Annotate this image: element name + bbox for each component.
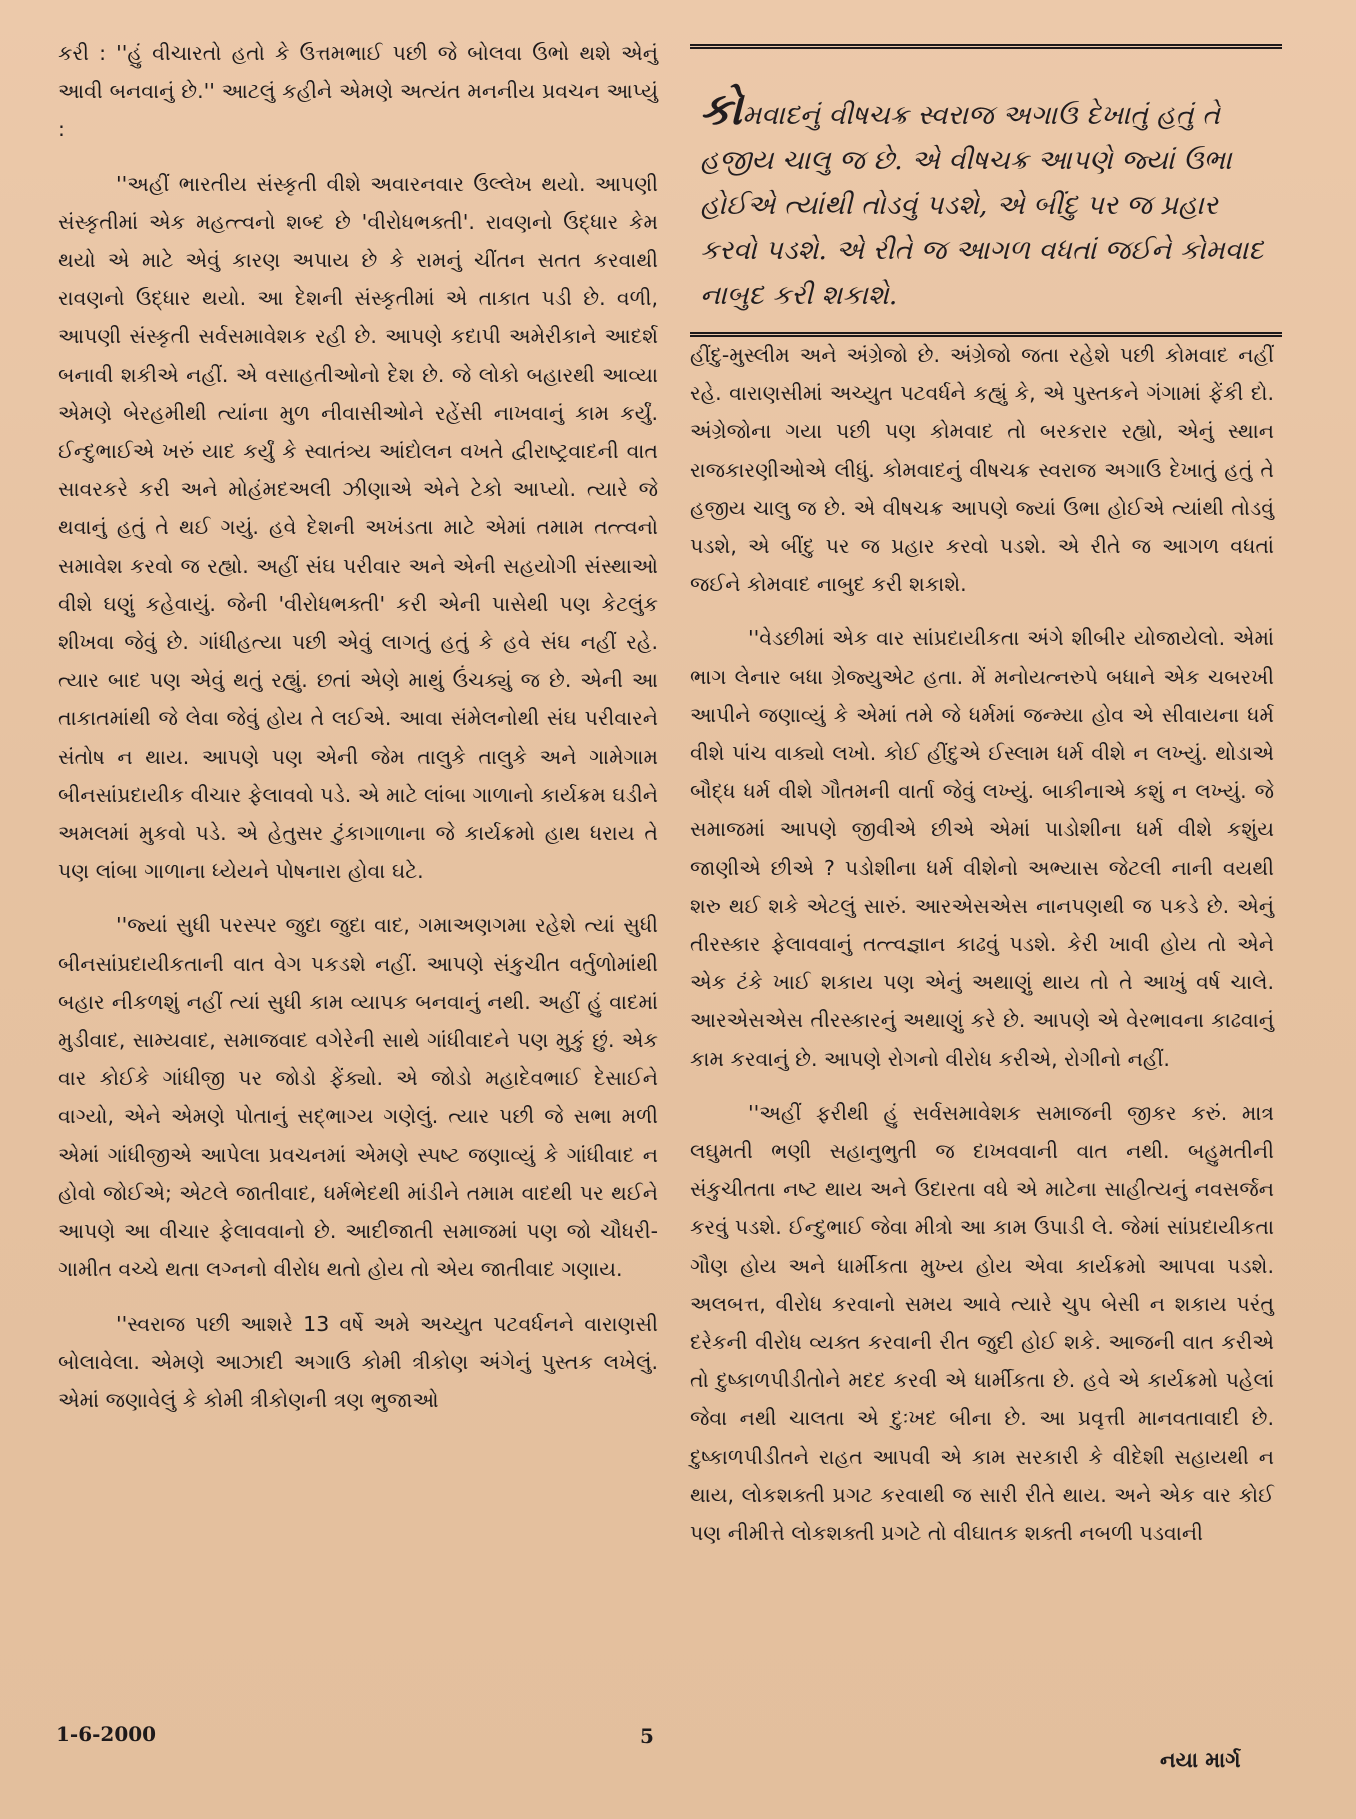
left-column	[58, 34, 658, 1435]
paragraph: ''અહીં ફરીથી હું સર્વસમાવેશક સમાજની જીકર કરું. માત્ર લઘુમતી ભણી સહાનુભુતી જ દાખવવાની વાત નથી. બહુમતીની સંકુચીતતા નષ્ટ થાય અને ઉદારતા વધે એ માટેના સાહીત્યનું નવસર્જન કરવું પડશે. ઈન્દુભાઈ જેવા મીત્રો આ કામ ઉપાડી લે. જેમાં સાંપ્રદાયીકતા ગૌણ હોય અને ધાર્મીકતા મુખ્ય હોય એવા કાર્યક્રમો આપવા પડશે. અલબત્ત, વીરોધ કરવાનો સમય આવે ત્યારે ચુપ બેસી ન શકાય પરંતુ દરેકની વીરોધ વ્યક્ત કરવાની રીત જુદી હોઈ શકે. આજની વાત કરીએ તો દુષ્કાળપીડીતોને મદદ કરવી એ ધાર્મીકતા છે. હવે એ કાર્યક્રમો પહેલાં જેવા નથી ચાલતા એ દુઃખદ બીના છે. આ પ્રવૃત્તી માનવતાવાદી છે. દુષ્કાળપીડીતને રાહત આપવી એ કામ સરકારી કે વીદેશી સહાયથી ન થાય, લોકશક્તી પ્રગટ કરવાથી જ સારી રીતે થાય. અને એક વાર કોઈ પણ નીમીત્તે લોકશક્તી પ્રગટે તો વીઘાતક શક્તી નબળી પડવાની	[690, 1100, 1274, 1546]
pull-quote-body: મવાદનું વીષચક્ર સ્વરાજ અગાઉ દેખાતું હતું તે હજીય ચાલુ જ છે. એ વીષચક્ર આપણે જ્યાં ઉભા હોઈએ ત્યાંથી તોડવું પડશે, એ બીંદુ પર જ પ્રહાર કરવો પડશે. એ રીતે જ આગળ વધતાં જઈને કોમવાદ નાબુદ કરી શકાશે.	[700, 100, 1264, 311]
drop-cap: કો	[700, 84, 743, 135]
right-column	[690, 336, 1274, 1568]
page-number: 5	[640, 1724, 654, 1748]
pull-quote-text	[700, 84, 1282, 318]
paragraph: ''સ્વરાજ પછી આશરે 13 વર્ષે અમે અચ્યુત પટવર્ધનને વારાણસી બોલાવેલા. એમણે આઝાદી અગાઉ કોમી ત્રીકોણ અંગેનું પુસ્તક લખેલું. એમાં જણાવેલું કે કોમી ત્રીકોણની ત્રણ ભુજાઓ	[58, 1311, 658, 1412]
paragraph: કરી : ''હું વીચારતો હતો કે ઉત્તમભાઈ પછી જે બોલવા ઉભો થશે એનું આવી બનવાનું છે.'' આટલું કહીને એમણે અત્યંત મનનીય પ્રવચન આપ્યું :	[58, 41, 658, 142]
paragraph: ''વેડછીમાં એક વાર સાંપ્રદાયીકતા અંગે શીબીર યોજાયેલો. એમાં ભાગ લેનાર બધા ગ્રેજ્યુએટ હતા. મેં મનોયત્નરુપે બધાને એક ચબરખી આપીને જણાવ્યું કે એમાં તમે જે ધર્મમાં જન્મ્યા હોવ એ સીવાયના ધર્મ વીશે પાંચ વાક્યો લખો. કોઈ હીંદુએ ઈસ્લામ ધર્મ વીશે ન લખ્યું. થોડાએ બૌદ્ધ ધર્મ વીશે ગૌતમની વાર્તા જેવું લખ્યું. બાકીનાએ કશું ન લખ્યું. જે સમાજમાં આપણે જીવીએ છીએ એમાં પાડોશીના ધર્મ વીશે કશુંય જાણીએ છીએ ? પડોશીના ધર્મ વીશેનો અભ્યાસ જેટલી નાની વયથી શરુ થઈ શકે એટલું સારું. આરએસએસ નાનપણથી જ પકડે છે. એનું તીરસ્કાર ફેલાવવાનું તત્ત્વજ્ઞાન કાઢવું પડશે. કેરી ખાવી હોય તો એને એક ટંકે ખાઈ શકાય પણ એનું અથાણું થાય તો તે આખું વર્ષ ચાલે. આરએસએસ તીરસ્કારનું અથાણું કરે છે. આપણે એ વેરભાવના કાઢવાનું કામ કરવાનું છે. આપણે રોગનો વીરોધ કરીએ, રોગીનો નહીં.	[690, 626, 1274, 1071]
paragraph: ''જ્યાં સુધી પરસ્પર જુદા જુદા વાદ, ગમાઅણગમા રહેશે ત્યાં સુધી બીનસાંપ્રદાયીકતાની વાત વેગ પકડશે નહીં. આપણે સંકુચીત વર્તુળોમાંથી બહાર નીકળશું નહીં ત્યાં સુધી કામ વ્યાપક બનવાનું નથી. અહીં હું વાદમાં મુડીવાદ, સામ્યવાદ, સમાજવાદ વગેરેની સાથે ગાંધીવાદને પણ મુકું છું. એક વાર કોઈકે ગાંધીજી પર જોડો ફેંક્યો. એ જોડો મહાદેવભાઈ દેસાઈને વાગ્યો, એને એમણે પોતાનું સદ્ભાગ્ય ગણેલું. ત્યાર પછી જે સભા મળી એમાં ગાંધીજીએ આપેલા પ્રવચનમાં એમણે સ્પષ્ટ જણાવ્યું કે ગાંધીવાદ ન હોવો જોઈએ; એટલે જાતીવાદ, ધર્મભેદથી માંડીને તમામ વાદથી પર થઈને આપણે આ વીચાર ફેલાવવાનો છે. આદીજાતી સમાજમાં પણ જો ચૌધરી-ગામીત વચ્ચે થતા લગ્નનો વીરોધ થતો હોય તો એય જાતીવાદ ગણાય.	[58, 913, 658, 1282]
pull-quote	[690, 44, 1282, 337]
footer-date: 1-6-2000	[56, 1722, 157, 1746]
paragraph: હીંદુ-મુસ્લીમ અને અંગ્રેજો છે. અંગ્રેજો જતા રહેશે પછી કોમવાદ નહીં રહે. વારાણસીમાં અચ્યુત પટવર્ધને કહ્યું કે, એ પુસ્તકને ગંગામાં ફેંકી દો. અંગ્રેજોના ગયા પછી પણ કોમવાદ તો બરકરાર રહ્યો, એનું સ્થાન રાજકારણીઓએ લીધું. કોમવાદનું વીષચક્ર સ્વરાજ અગાઉ દેખાતું હતું તે હજીય ચાલુ જ છે. એ વીષચક્ર આપણે જ્યાં ઉભા હોઈએ ત્યાંથી તોડવું પડશે, એ બીંદુ પર જ પ્રહાર કરવો પડશે. એ રીતે જ આગળ વધતાં જઈને કોમવાદ નાબુદ કરી શકાશે.	[690, 343, 1274, 597]
magazine-name: નયા માર્ગ	[1160, 1748, 1241, 1772]
paragraph: ''અહીં ભારતીય સંસ્કૃતી વીશે અવારનવાર ઉલ્લેખ થયો. આપણી સંસ્કૃતીમાં એક મહત્ત્વનો શબ્દ છે 'વીરોધભક્તી'. રાવણનો ઉદ્ધાર કેમ થયો એ માટે એવું કારણ અપાય છે કે રામનું ચીંતન સતત કરવાથી રાવણનો ઉદ્ધાર થયો. આ દેશની સંસ્કૃતીમાં એ તાકાત પડી છે. વળી, આપણી સંસ્કૃતી સર્વસમાવેશક રહી છે. આપણે કદાપી અમેરીકાને આદર્શ બનાવી શકીએ નહીં. એ વસાહતીઓનો દેશ છે. જે લોકો બહારથી આવ્યા એમણે બેરહમીથી ત્યાંના મુળ નીવાસીઓને રહેંસી નાખવાનું કામ કર્યું. ઈન્દુભાઈએ ખરું યાદ કર્યું કે સ્વાતંત્ર્ય આંદોલન વખતે દ્વીરાષ્ટ્રવાદની વાત સાવરકરે કરી અને મોહંમદઅલી ઝીણાએ એને ટેકો આપ્યો. ત્યારે જે થવાનું હતું તે થઈ ગયું. હવે દેશની અખંડતા માટે એમાં તમામ તત્ત્વનો સમાવેશ કરવો જ રહ્યો. અહીં સંઘ પરીવાર અને એની સહયોગી સંસ્થાઓ વીશે ઘણું કહેવાયું. જેની 'વીરોધભક્તી' કરી એની પાસેથી પણ કેટલુંક શીખવા જેવું છે. ગાંધીહત્યા પછી એવું લાગતું હતું કે હવે સંઘ નહીં રહે. ત્યાર બાદ પણ એવું થતું રહ્યું. છતાં એણે માથું ઉંચક્યું જ છે. એની આ તાકાતમાંથી જે લેવા જેવું હોય તે લઈએ. આવા સંમેલનોથી સંઘ પરીવારને સંતોષ ન થાય. આપણે પણ એની જેમ તાલુકે તાલુકે અને ગામેગામ બીનસાંપ્રદાયીક વીચાર ફેલાવવો પડે. એ માટે લાંબા ગાળાનો કાર્યક્રમ ઘડીને અમલમાં મુકવો પડે. એ હેતુસર ટુંકાગાળાના જે કાર્યક્રમો હાથ ધરાય તે પણ લાંબા ગાળાના ધ્યેયને પોષનારા હોવા ઘટે.	[58, 171, 658, 884]
